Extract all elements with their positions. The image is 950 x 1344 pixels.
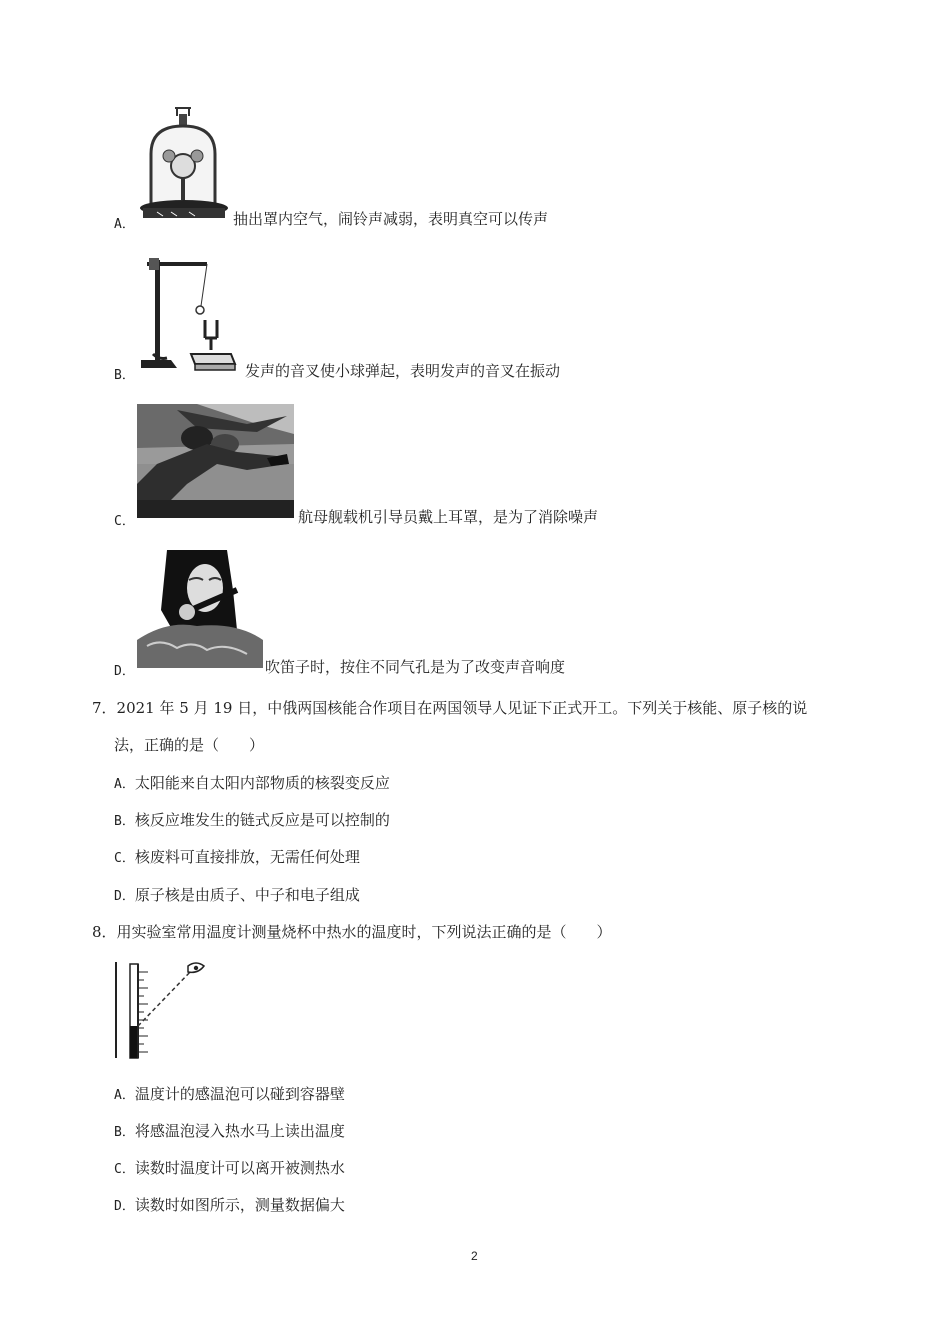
question-7-option-a: [114, 772, 390, 793]
option-label: A．: [114, 1088, 135, 1103]
question-7-stem-continued: 法，正确的是（ ）: [114, 736, 265, 754]
option-text: 发声的音叉使小球弹起，表明发声的音叉在振动: [245, 362, 561, 380]
question-8-option-a: [114, 1083, 345, 1104]
option-text: 航母舰载机引导员戴上耳罩，是为了消除噪声: [298, 508, 599, 526]
option-text: 读数时温度计可以离开被测热水: [134, 1159, 345, 1177]
question-8-option-b: [114, 1120, 345, 1141]
option-text: 吹笛子时，按住不同气孔是为了改变声音响度: [265, 658, 566, 676]
option-label: B．: [114, 814, 135, 829]
thermometer-reading-diagram: [110, 958, 210, 1062]
question-8-option-d: [114, 1194, 345, 1215]
flute-player-photo: [137, 550, 263, 668]
option-label: C．: [114, 514, 135, 529]
option-label: B．: [114, 1125, 135, 1140]
option-label: B．: [114, 368, 135, 383]
question-7-option-d: [114, 884, 360, 905]
option-label: C．: [114, 1162, 135, 1177]
option-label: C．: [114, 851, 135, 866]
option-text: 将感温泡浸入热水马上读出温度: [134, 1122, 345, 1140]
option-text: 核反应堆发生的链式反应是可以控制的: [134, 811, 390, 829]
question-7-option-c: [114, 846, 360, 867]
bell-jar-illustration: [137, 104, 231, 224]
option-text: 读数时如图所示，测量数据偏大: [134, 1196, 345, 1214]
option-text: 核废料可直接排放，无需任何处理: [134, 848, 360, 866]
question-8-option-c: [114, 1157, 345, 1178]
option-label: D．: [114, 664, 135, 679]
question-8-stem: 8．用实验室常用温度计测量烧杯中热水的温度时，下列说法正确的是（ ）: [92, 923, 612, 941]
option-label: D．: [114, 1199, 135, 1214]
question-7-option-b: [114, 809, 390, 830]
option-text: 抽出罩内空气，闹铃声减弱，表明真空可以传声: [233, 210, 549, 228]
option-label: A．: [114, 777, 135, 792]
option-label: A．: [114, 217, 135, 232]
tuning-fork-illustration: [137, 250, 243, 376]
option-text: 原子核是由质子、中子和电子组成: [134, 886, 360, 904]
option-label: D．: [114, 889, 135, 904]
deck-crew-photo: [137, 404, 294, 518]
option-text: 太阳能来自太阳内部物质的核裂变反应: [134, 774, 390, 792]
page-number: 2: [471, 1249, 478, 1263]
option-text: 温度计的感温泡可以碰到容器壁: [134, 1085, 345, 1103]
question-7-stem: 7．2021 年 5 月 19 日，中俄两国核能合作项目在两国领导人见证下正式开工。下列关于核能、原子核的说: [92, 699, 808, 717]
